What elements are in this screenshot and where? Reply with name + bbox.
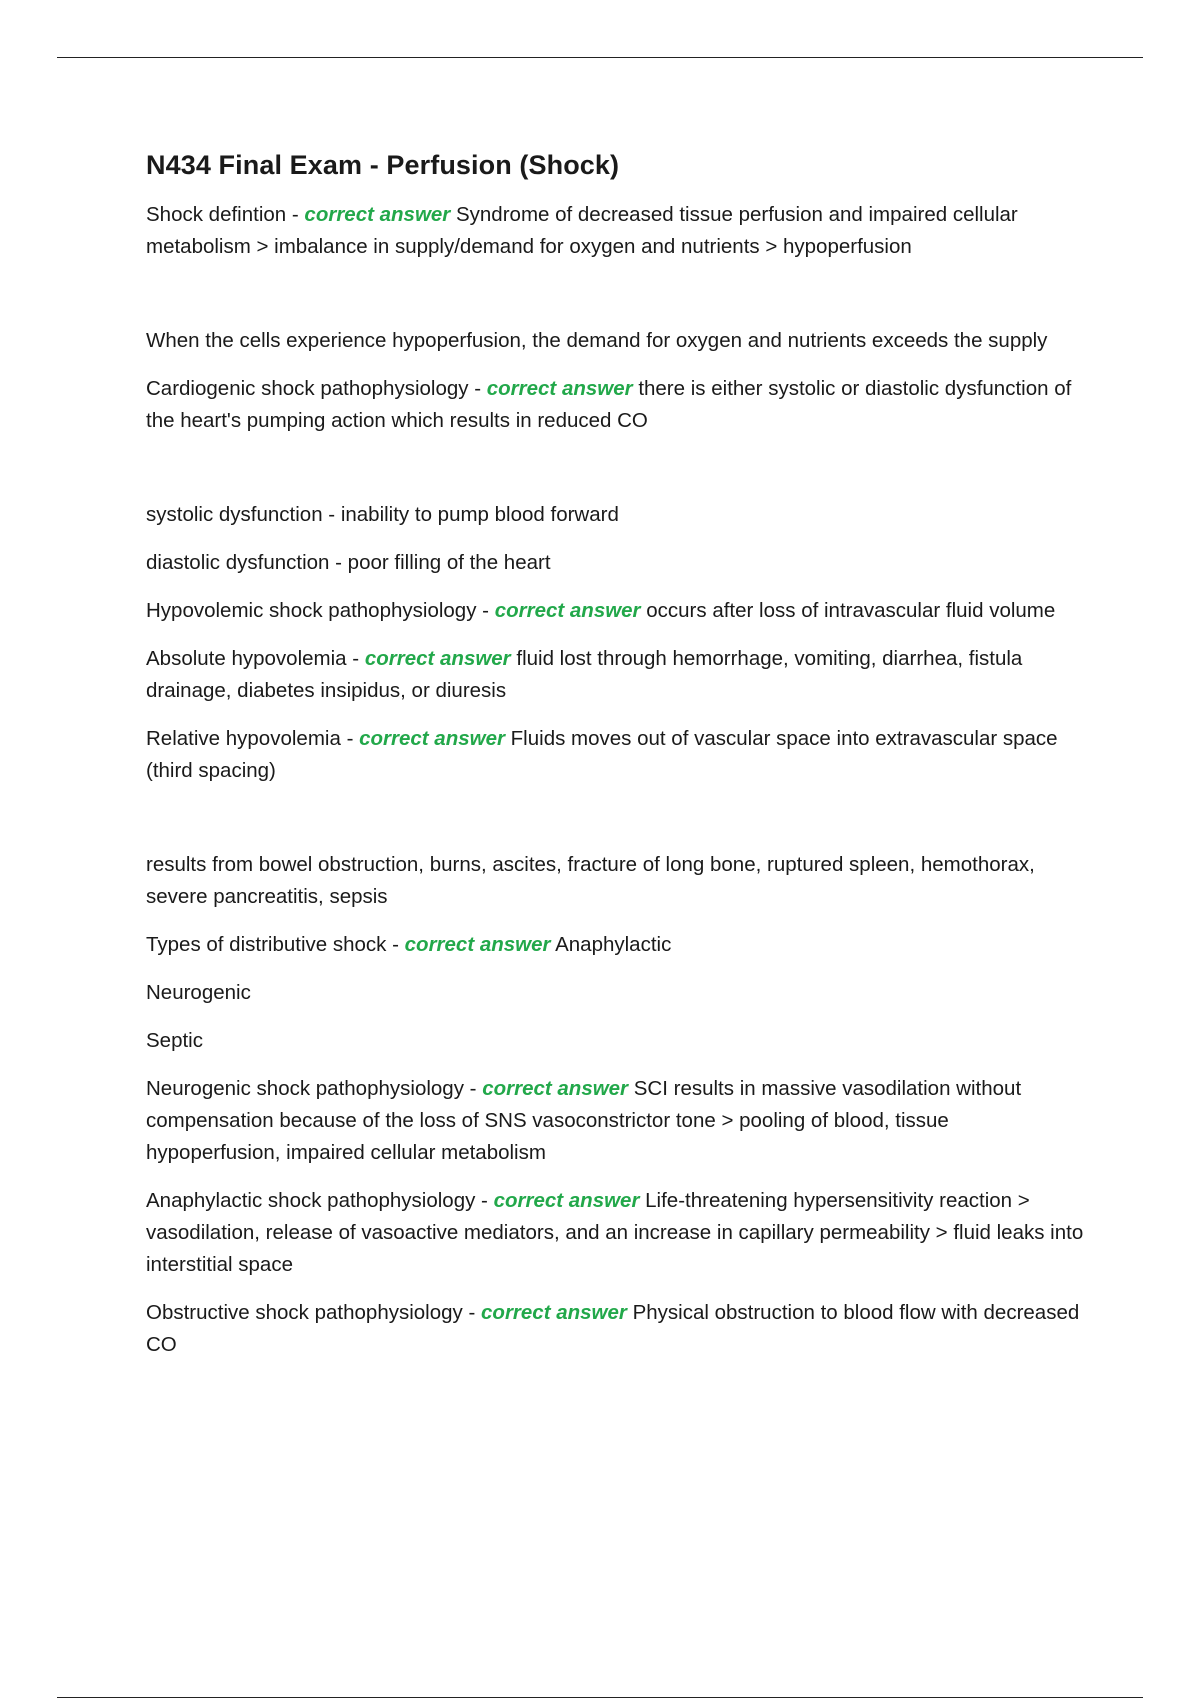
document-title: N434 Final Exam - Perfusion (Shock) [146, 150, 620, 180]
correct-answer-marker: correct answer [494, 599, 641, 622]
continuation-line: results from bowel obstruction, burns, ascites, fracture of long bone, ruptured spleen, hemothorax, severe pancreatitis, sepsis [146, 853, 1035, 908]
qa-entry [146, 643, 1086, 707]
entry-separator: - [469, 1077, 477, 1100]
correct-answer-marker: correct answer [364, 647, 511, 670]
entry-term: Hypovolemic shock pathophysiology [146, 599, 477, 622]
entry-answer: Syndrome of decreased tissue perfusion and impaired cellular metabolism > imbalance in supply/demand for oxygen and nutrients > hypoperfusion [146, 203, 1018, 258]
header-rule [57, 57, 1143, 58]
qa-entry [146, 373, 1086, 437]
qa-entry [146, 1185, 1086, 1281]
continuation-line: systolic dysfunction - inability to pump blood forward [146, 503, 619, 526]
entry-answer: Anaphylactic [555, 933, 672, 956]
correct-answer-marker: correct answer [486, 377, 633, 400]
blank-gap [146, 803, 1086, 849]
entry-separator: - [346, 727, 354, 750]
entry-separator: - [474, 377, 482, 400]
entry-separator: - [468, 1301, 476, 1324]
continuation-line: When the cells experience hypoperfusion, the demand for oxygen and nutrients exceeds the supply [146, 329, 1048, 352]
entry-answer: SCI results in massive vasodilation without compensation because of the loss of SNS vasoconstrictor tone > pooling of blood, tissue hypoperfusion, impaired cellular metabolism [146, 1077, 1022, 1164]
continuation-line: Neurogenic [146, 981, 251, 1004]
blank-gap [146, 279, 1086, 325]
qa-entry [146, 199, 1086, 263]
entry-term: Cardiogenic shock pathophysiology [146, 377, 469, 400]
continuation-line: diastolic dysfunction - poor filling of the heart [146, 551, 551, 574]
qa-entry [146, 595, 1086, 627]
entry-answer: Fluids moves out of vascular space into extravascular space (third spacing) [146, 727, 1058, 782]
entry-answer: occurs after loss of intravascular fluid volume [646, 599, 1056, 622]
qa-entry [146, 1297, 1086, 1361]
correct-answer-marker: correct answer [493, 1189, 640, 1212]
entry-separator: - [481, 1189, 488, 1212]
entry-separator: - [482, 599, 489, 622]
qa-entry [146, 723, 1086, 787]
correct-answer-marker: correct answer [404, 933, 551, 956]
qa-entry [146, 1073, 1086, 1169]
document-body [146, 150, 1086, 1377]
blank-gap [146, 453, 1086, 499]
entry-term: Relative hypovolemia [146, 727, 341, 750]
footer-rule [57, 1697, 1143, 1698]
entry-term: Types of distributive shock [146, 933, 387, 956]
entry-separator: - [291, 203, 299, 226]
entry-separator: - [352, 647, 360, 670]
correct-answer-marker: correct answer [359, 727, 505, 750]
entry-term: Neurogenic shock pathophysiology [146, 1077, 464, 1100]
entry-term: Absolute hypovolemia [146, 647, 347, 670]
entry-term: Shock defintion [146, 203, 287, 226]
entry-term: Obstructive shock pathophysiology [146, 1301, 463, 1324]
correct-answer-marker: correct answer [482, 1077, 629, 1100]
entry-answer: Physical obstruction to blood flow with decreased CO [146, 1301, 1080, 1356]
correct-answer-marker: correct answer [304, 203, 451, 226]
entry-separator: - [392, 933, 399, 956]
entry-answer: there is either systolic or diastolic dysfunction of the heart's pumping action which results in reduced CO [146, 377, 1072, 432]
continuation-line: Septic [146, 1029, 203, 1052]
entry-answer: Life-threatening hypersensitivity reaction > vasodilation, release of vasoactive mediators, and an increase in capillary permeability > fluid leaks into interstitial space [146, 1189, 1084, 1276]
qa-entry [146, 929, 1086, 961]
entry-term: Anaphylactic shock pathophysiology [146, 1189, 476, 1212]
correct-answer-marker: correct answer [481, 1301, 627, 1324]
entry-answer: fluid lost through hemorrhage, vomiting, diarrhea, fistula drainage, diabetes insipidus, or diuresis [146, 647, 1023, 702]
